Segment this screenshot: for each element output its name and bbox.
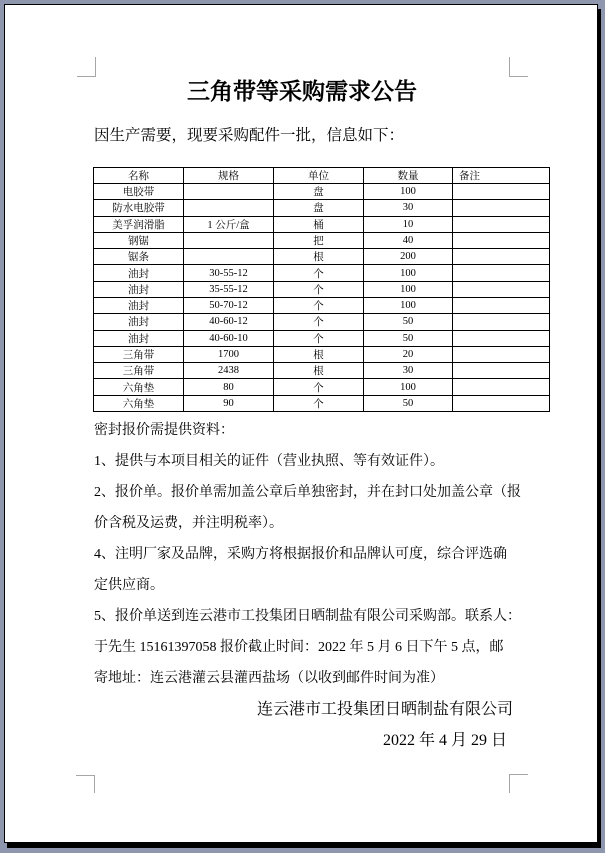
table-cell: 100 bbox=[364, 265, 453, 281]
table-cell: 个 bbox=[274, 379, 364, 395]
signature-company: 连云港市工投集团日晒制盐有限公司 bbox=[256, 701, 513, 718]
column-header: 名称 bbox=[94, 168, 184, 184]
document-title: 三角带等采购需求公告 bbox=[187, 79, 417, 104]
table-cell: 个 bbox=[274, 330, 364, 346]
table-cell: 50-70-12 bbox=[184, 297, 274, 313]
note-line: 于先生 15161397058 报价截止时间：2022 年 5 月 6 日下午 5 点，邮 bbox=[94, 640, 504, 655]
table-row bbox=[94, 346, 550, 362]
note-line: 5、报价单送到连云港市工投集团日晒制盐有限公司采购部。联系人： bbox=[94, 609, 521, 624]
note-line: 定供应商。 bbox=[94, 578, 164, 593]
notes-section bbox=[94, 415, 521, 756]
table-row bbox=[94, 249, 550, 265]
signature-date: 2022 年 4 月 29 日 bbox=[382, 732, 507, 749]
table-row bbox=[94, 200, 550, 216]
table-cell: 油封 bbox=[94, 265, 184, 281]
intro-paragraph: 因生产需要，现要采购配件一批，信息如下： bbox=[94, 127, 405, 144]
table-cell: 钢锯 bbox=[94, 232, 184, 248]
table-cell: 三角带 bbox=[94, 363, 184, 379]
table-cell bbox=[453, 232, 550, 248]
table-cell bbox=[453, 395, 550, 411]
table-cell: 把 bbox=[274, 232, 364, 248]
table-cell: 30-55-12 bbox=[184, 265, 274, 281]
table-cell: 100 bbox=[364, 379, 453, 395]
table-cell bbox=[453, 216, 550, 232]
table-cell: 防水电胶带 bbox=[94, 200, 184, 216]
column-header: 备注 bbox=[453, 168, 550, 184]
note-line: 1、提供与本项目相关的证件（营业执照、等有效证件）。 bbox=[94, 454, 444, 469]
table-cell: 40-60-10 bbox=[184, 330, 274, 346]
table-cell: 根 bbox=[274, 363, 364, 379]
table-cell bbox=[184, 249, 274, 265]
table-cell bbox=[453, 363, 550, 379]
table-cell: 锯条 bbox=[94, 249, 184, 265]
table-cell: 50 bbox=[364, 395, 453, 411]
note-line: 寄地址：连云港灌云县灌西盐场（以收到邮件时间为准） bbox=[94, 671, 444, 686]
table-row bbox=[94, 297, 550, 313]
table-cell bbox=[453, 379, 550, 395]
table-cell: 个 bbox=[274, 395, 364, 411]
table-cell bbox=[453, 314, 550, 330]
table-cell: 100 bbox=[364, 297, 453, 313]
table-cell: 30 bbox=[364, 363, 453, 379]
table-cell: 个 bbox=[274, 265, 364, 281]
table-row bbox=[94, 281, 550, 297]
column-header: 数量 bbox=[364, 168, 453, 184]
table-cell: 桶 bbox=[274, 216, 364, 232]
table-cell bbox=[453, 281, 550, 297]
table-cell: 1700 bbox=[184, 346, 274, 362]
column-header: 单位 bbox=[274, 168, 364, 184]
table-cell: 100 bbox=[364, 281, 453, 297]
table-cell bbox=[184, 184, 274, 200]
table-row bbox=[94, 184, 550, 200]
table-cell: 盘 bbox=[274, 184, 364, 200]
table-row bbox=[94, 395, 550, 411]
note-line: 价含税及运费，并注明税率）。 bbox=[94, 516, 283, 531]
notes-lines bbox=[94, 415, 521, 694]
note-line: 4、注明厂家及品牌，采购方将根据报价和品牌认可度，综合评选确 bbox=[94, 547, 507, 562]
items-table bbox=[93, 167, 550, 412]
table-cell: 油封 bbox=[94, 297, 184, 313]
table-cell bbox=[453, 346, 550, 362]
table-cell: 电胶带 bbox=[94, 184, 184, 200]
note-line: 2、报价单。报价单需加盖公章后单独密封，并在封口处加盖公章（报 bbox=[94, 485, 521, 500]
table-cell: 200 bbox=[364, 249, 453, 265]
table-cell: 根 bbox=[274, 249, 364, 265]
table-cell: 35-55-12 bbox=[184, 281, 274, 297]
table-cell: 40 bbox=[364, 232, 453, 248]
table-cell: 根 bbox=[274, 346, 364, 362]
margin-mark-top-left bbox=[77, 57, 96, 77]
table-cell: 40-60-12 bbox=[184, 314, 274, 330]
table-cell bbox=[184, 232, 274, 248]
table-cell: 1 公斤/盒 bbox=[184, 216, 274, 232]
table-cell: 油封 bbox=[94, 281, 184, 297]
table-cell bbox=[453, 265, 550, 281]
table-cell: 30 bbox=[364, 200, 453, 216]
table-cell: 盘 bbox=[274, 200, 364, 216]
table-row bbox=[94, 363, 550, 379]
table-cell: 个 bbox=[274, 314, 364, 330]
table-cell: 美孚润滑脂 bbox=[94, 216, 184, 232]
table-row bbox=[94, 216, 550, 232]
margin-mark-top-right bbox=[509, 57, 528, 77]
table-cell: 油封 bbox=[94, 330, 184, 346]
table-cell bbox=[453, 200, 550, 216]
table-cell: 六角垫 bbox=[94, 395, 184, 411]
table-cell: 100 bbox=[364, 184, 453, 200]
table-row bbox=[94, 265, 550, 281]
table-cell: 六角垫 bbox=[94, 379, 184, 395]
table-cell: 油封 bbox=[94, 314, 184, 330]
table-cell: 个 bbox=[274, 281, 364, 297]
table-cell bbox=[453, 330, 550, 346]
margin-mark-bottom-left bbox=[76, 775, 95, 793]
note-line: 密封报价需提供资料： bbox=[94, 423, 234, 438]
table-row bbox=[94, 232, 550, 248]
table-cell: 90 bbox=[184, 395, 274, 411]
table-cell: 个 bbox=[274, 297, 364, 313]
table-cell: 50 bbox=[364, 330, 453, 346]
table-cell: 10 bbox=[364, 216, 453, 232]
margin-mark-bottom-right bbox=[509, 774, 528, 793]
table-cell: 50 bbox=[364, 314, 453, 330]
column-header: 规格 bbox=[184, 168, 274, 184]
table-row bbox=[94, 314, 550, 330]
table-cell bbox=[453, 297, 550, 313]
table-cell: 2438 bbox=[184, 363, 274, 379]
table-cell: 三角带 bbox=[94, 346, 184, 362]
table-cell: 20 bbox=[364, 346, 453, 362]
table-cell: 80 bbox=[184, 379, 274, 395]
document-page[interactable] bbox=[4, 4, 598, 843]
table-row bbox=[94, 379, 550, 395]
table-row bbox=[94, 330, 550, 346]
table-header-row bbox=[94, 168, 550, 184]
table-cell bbox=[453, 249, 550, 265]
table-cell bbox=[184, 200, 274, 216]
table-cell bbox=[453, 184, 550, 200]
